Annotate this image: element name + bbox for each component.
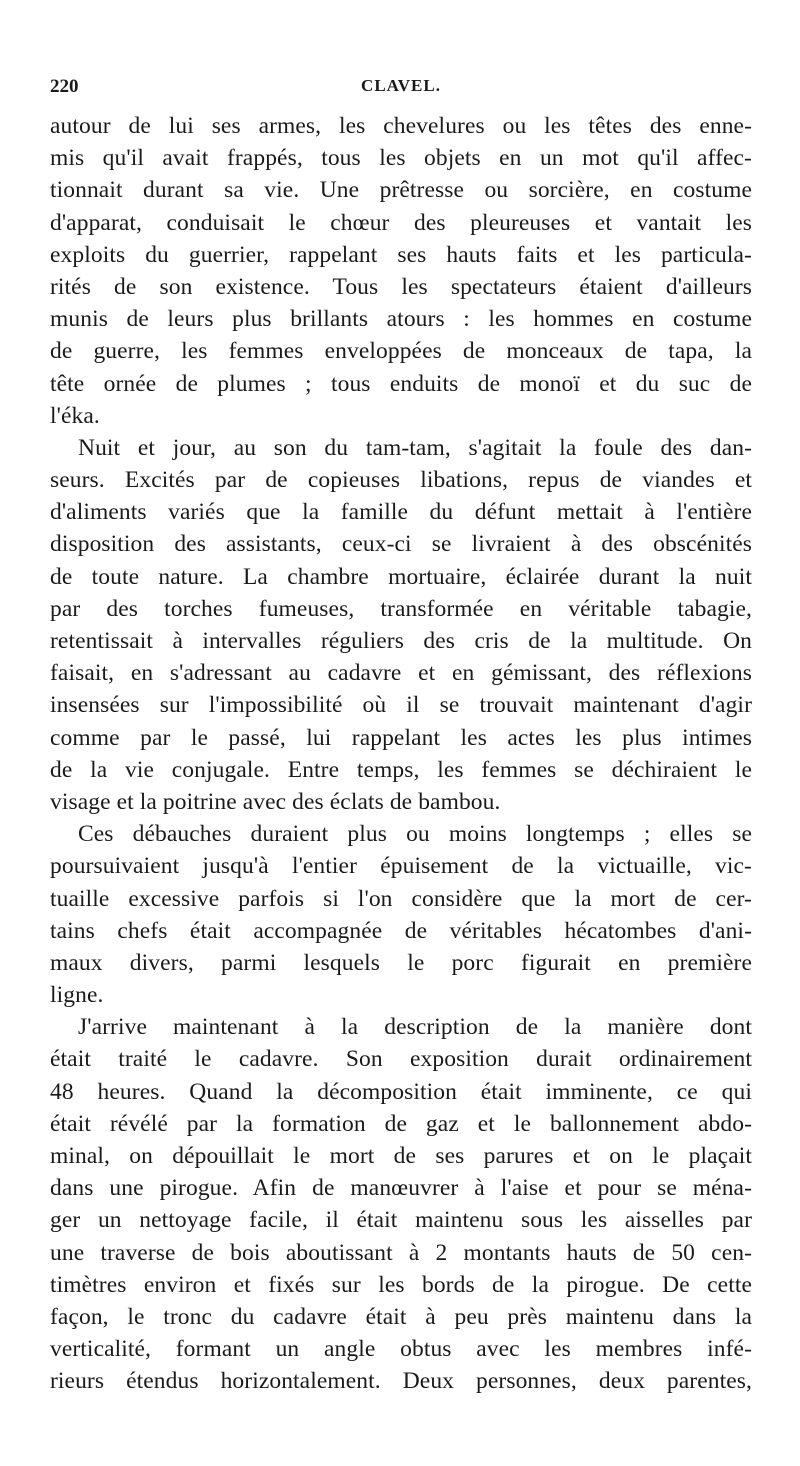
text-line: d'apparat, conduisait le chœur des pleureuses et vantait les (50, 209, 752, 236)
text-line: tionnait durant sa vie. Une prêtresse ou sorcière, en costume (50, 177, 752, 204)
text-line: rieurs étendus horizontalement. Deux personnes, deux parentes, (50, 1368, 752, 1395)
text-line: poursuivaient jusqu'à l'entier épuisement de la victuaille, vic- (50, 853, 752, 880)
text-line: faisait, en s'adressant au cadavre et en gémissant, des réflexions (50, 660, 752, 687)
text-line: par des torches fumeuses, transformée en véritable tabagie, (50, 595, 752, 622)
text-line: seurs. Excités par de copieuses libations, repus de viandes et (50, 467, 752, 494)
text-line: J'arrive maintenant à la description de la manière dont (78, 1014, 752, 1041)
text-line: exploits du guerrier, rappelant ses hauts faits et les particula- (50, 241, 752, 268)
text-line: munis de leurs plus brillants atours : les hommes en costume (50, 306, 752, 333)
paragraph (50, 432, 752, 818)
paragraph (50, 1011, 752, 1397)
text-line: ligne. (50, 982, 104, 1009)
text-line: était traité le cadavre. Son exposition durait ordinairement (50, 1046, 752, 1073)
text-line: insensées sur l'impossibilité où il se trouvait maintenant d'agir (50, 692, 752, 719)
text-line: l'éka. (50, 402, 100, 429)
page-header (50, 70, 752, 104)
paragraph (50, 110, 752, 432)
text-line: ger un nettoyage facile, il était maintenu sous les aisselles par (50, 1207, 752, 1234)
text-line: une traverse de bois aboutissant à 2 montants hauts de 50 cen- (50, 1239, 752, 1266)
text-line: de la vie conjugale. Entre temps, les femmes se déchiraient le (50, 756, 752, 783)
text-line: visage et la poitrine avec des éclats de bambou. (50, 788, 501, 815)
text-line: timètres environ et fixés sur les bords de la pirogue. De cette (50, 1271, 752, 1298)
text-line: d'aliments variés que la famille du défunt mettait à l'entière (50, 499, 752, 526)
text-line: verticalité, formant un angle obtus avec les membres infé- (50, 1336, 752, 1363)
text-line: autour de lui ses armes, les chevelures ou les têtes des enne- (50, 113, 752, 139)
text-line: 48 heures. Quand la décomposition était imminente, ce qui (50, 1078, 752, 1105)
text-line: minal, on dépouillait le mort de ses parures et on le plaçait (50, 1143, 752, 1169)
text-line: maux divers, parmi lesquels le porc figurait en première (50, 949, 752, 976)
page-number: 220 (50, 76, 79, 97)
text-line: dans une pirogue. Afin de manœuvrer à l'aise et pour se ména- (50, 1175, 752, 1202)
text-line: tuaille excessive parfois si l'on considère que la mort de cer- (50, 885, 752, 912)
text-line: Nuit et jour, au son du tam-tam, s'agitait la foule des dan- (78, 434, 752, 461)
text-line: rités de son existence. Tous les spectateurs étaient d'ailleurs (50, 273, 752, 300)
text-line: retentissait à intervalles réguliers des cris de la multitude. On (50, 628, 752, 654)
text-line: tains chefs était accompagnée de véritables hécatombes d'ani- (50, 917, 752, 944)
text-line: était révélé par la formation de gaz et le ballonnement abdo- (50, 1110, 752, 1137)
text-line: de toute nature. La chambre mortuaire, éclairée durant la nuit (50, 563, 752, 590)
text-line: disposition des assistants, ceux-ci se livraient à des obscénités (50, 531, 752, 558)
running-head: CLAVEL. (361, 76, 441, 95)
text-line: tête ornée de plumes ; tous enduits de monoï et du suc de (50, 370, 752, 397)
body-text (50, 110, 752, 1398)
text-line: de guerre, les femmes enveloppées de monceaux de tapa, la (50, 338, 752, 365)
paragraph (50, 818, 752, 1011)
text-line: façon, le tronc du cadavre était à peu près maintenu dans la (50, 1303, 752, 1330)
text-line: comme par le passé, lui rappelant les actes les plus intimes (50, 724, 752, 751)
text-line: Ces débauches duraient plus ou moins longtemps ; elles se (78, 821, 752, 848)
text-line: mis qu'il avait frappés, tous les objets en un mot qu'il affec- (50, 145, 752, 172)
